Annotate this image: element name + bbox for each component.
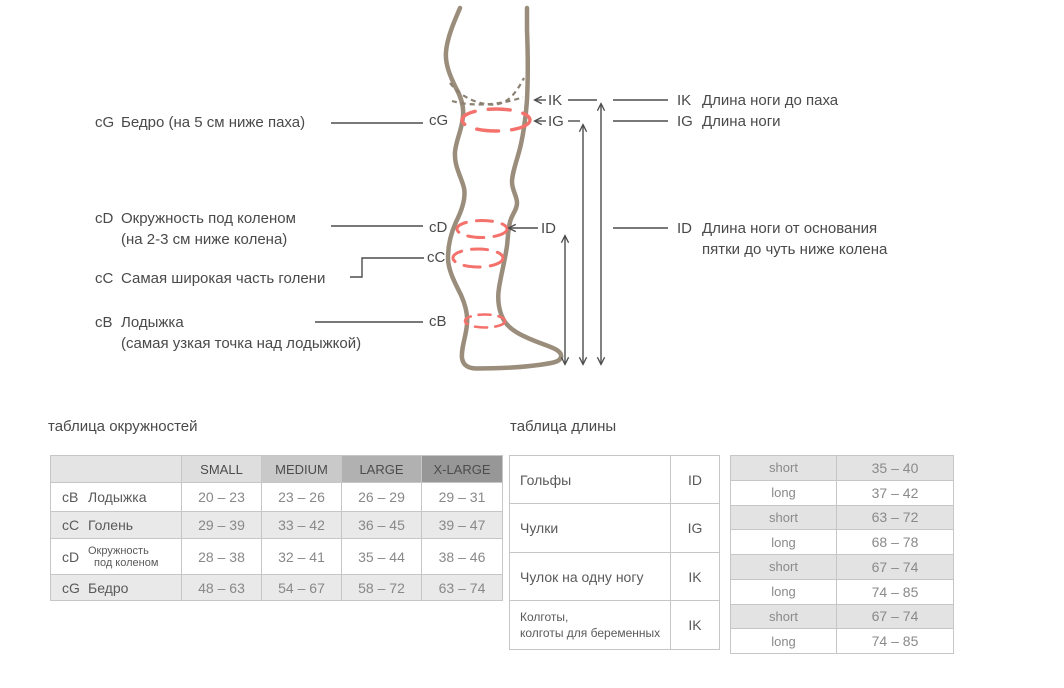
IG-text: Длина ноги [702,113,781,130]
product-code: ID [671,456,720,504]
product-name2: колготы для беременных [520,626,661,640]
cell-value: 74 – 85 [837,579,954,604]
cell-value: 58 – 72 [342,575,422,601]
leg-marker-ID: ID [541,220,556,237]
leg-outline [446,8,561,369]
row-code: cD [62,548,80,565]
IG-code: IG [677,113,693,130]
cell-value: 32 – 41 [262,539,342,575]
cD-text: Окружность под коленом [121,210,296,227]
product-name: Гольфы [510,456,671,504]
table-row [731,604,954,629]
cell-value: 48 – 63 [182,575,262,601]
label-cC [95,268,325,289]
header-medium: MEDIUM [262,456,342,483]
cell-value: 29 – 31 [422,483,503,512]
long-label: long [731,530,837,555]
table-row [51,575,503,601]
circumference-table [50,455,503,601]
header-small: SMALL [182,456,262,483]
cell-value: 36 – 45 [342,512,422,539]
leg-marker-IK: IK [548,92,563,109]
cell-value: 54 – 67 [262,575,342,601]
row-name: Окружность [88,544,149,557]
product-name: Чулок на одну ногу [510,553,671,601]
circumference-table-title: таблица окружностей [48,418,198,435]
cB-text2: (самая узкая точка над лодыжкой) [121,335,362,352]
short-label: short [731,505,837,530]
product-code: IK [671,553,720,601]
cell-value: 68 – 78 [837,530,954,555]
table-row [731,555,954,580]
cC-code: cC [95,270,114,287]
cB-code: cB [95,314,113,331]
product-name: Чулки [510,504,671,553]
cell-value: 35 – 44 [342,539,422,575]
ID-code: ID [677,220,692,237]
length-table-title: таблица длины [510,418,617,435]
cell-value: 33 – 42 [262,512,342,539]
cC-text: Самая широкая часть голени [121,270,326,287]
cell-value: 26 – 29 [342,483,422,512]
long-label: long [731,579,837,604]
cell-value: 20 – 23 [182,483,262,512]
table-row [510,553,720,601]
IK-text: Длина ноги до паха [702,92,839,109]
cell-value: 63 – 72 [837,505,954,530]
label-cG [95,112,305,133]
leg-marker-cG: cG [429,112,449,129]
short-label: short [731,604,837,629]
cG-text: Бедро (на 5 см ниже паха) [121,114,306,131]
ID-text: Длина ноги от основания [702,220,878,237]
length-table-values [730,455,954,654]
cell-value: 37 – 42 [837,480,954,505]
table-row [51,483,503,512]
table-row [510,456,720,504]
long-label: long [731,629,837,654]
row-name2: под коленом [94,556,159,569]
cC-measure-ellipse [453,249,503,267]
cell-value: 38 – 46 [422,539,503,575]
table-row [731,530,954,555]
leg-marker-cC: cC [427,249,446,266]
product-name: Колготы, [520,610,569,624]
leg-marker-IG: IG [548,113,564,130]
cell-value: 29 – 39 [182,512,262,539]
row-code: cB [62,489,79,505]
row-name: Голень [88,517,134,533]
cell-value: 63 – 74 [422,575,503,601]
cD-code: cD [95,210,114,227]
table-row [51,539,503,575]
short-label: short [731,555,837,580]
leg-marker-cB: cB [429,313,447,330]
table-row [731,505,954,530]
row-name: Лодыжка [88,489,147,505]
IK-code: IK [677,92,692,109]
cB-measure-ellipse [465,315,505,328]
table-row [731,480,954,505]
cD-text2: (на 2-3 см ниже колена) [121,231,288,248]
table-row [731,629,954,654]
product-code: IG [671,504,720,553]
cell-value: 35 – 40 [837,456,954,481]
table-row [731,579,954,604]
ID-text2: пятки до чуть ниже колена [702,241,888,258]
table-row [731,456,954,481]
product-code: IK [671,601,720,650]
cell-value: 67 – 74 [837,555,954,580]
table-row [510,601,720,650]
header-large: LARGE [342,456,422,483]
cG-measure-ellipse [462,109,530,131]
cell-value: 23 – 26 [262,483,342,512]
cell-value: 39 – 47 [422,512,503,539]
row-name: Бедро [88,579,129,596]
table-row [51,512,503,539]
cD-measure-ellipse [457,221,507,238]
label-IG [677,111,781,132]
table-row [510,504,720,553]
cG-code: cG [95,114,115,131]
cB-text: Лодыжка [121,314,184,331]
leg-marker-cD: cD [429,219,448,236]
cell-value: 74 – 85 [837,629,954,654]
row-code: cC [62,517,80,533]
long-label: long [731,480,837,505]
short-label: short [731,456,837,481]
cC-connector-line [350,258,424,277]
length-table-products [509,455,720,650]
cell-value: 28 – 38 [182,539,262,575]
label-ID [677,218,887,260]
circumference-header-row [51,456,503,483]
label-cB [95,312,361,354]
header-xlarge: X-LARGE [422,456,503,483]
label-IK [677,90,838,111]
row-code: cG [62,579,80,596]
label-cD [95,208,296,250]
header-empty-cell [51,456,182,483]
cell-value: 67 – 74 [837,604,954,629]
